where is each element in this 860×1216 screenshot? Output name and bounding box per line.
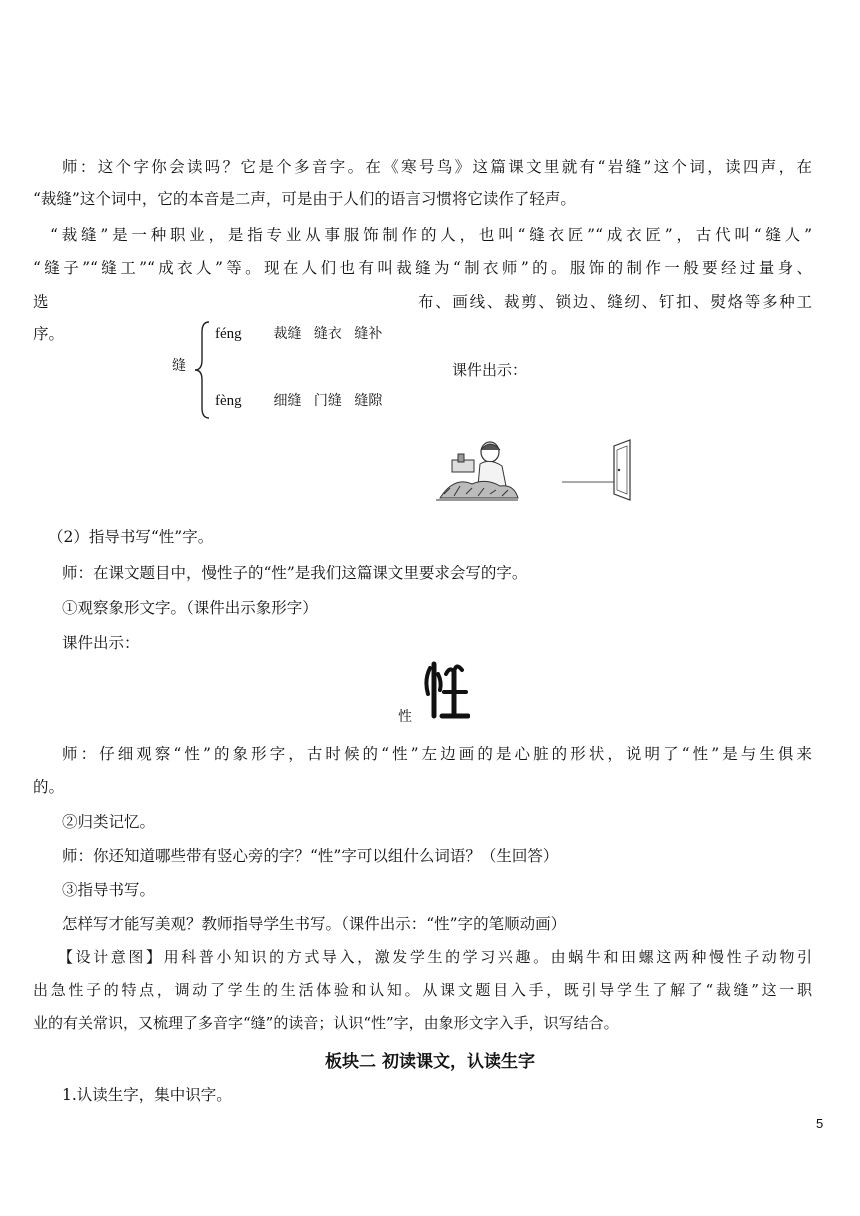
paragraph-line: ②归类记忆。 [62,813,156,831]
courseware-label: 课件出示： [452,361,528,379]
word: 缝隙 [354,393,383,409]
paragraph-line: “裁缝”这个词中，它的本音是二声，可是由于人们的语言习惯将它读作了轻声。 [33,190,576,208]
list-item: 1.认读生字，集中识字。 [62,1086,232,1104]
paragraph-line: 师：在课文题目中，慢性子的“性”是我们这篇课文里要求会写的字。 [62,564,528,582]
paragraph-line: 选 [33,293,49,311]
paragraph-line: 师：仔细观察“性”的象形字，古时候的“性”左边画的是心脏的形状，说明了“性”是与生俱来 [62,745,812,763]
word: 缝衣 [313,326,342,342]
door-illustration [562,438,636,504]
pinyin: fèng [215,393,242,409]
pinyin: féng [215,326,242,342]
polyphone-reading [215,390,390,410]
seal-caption: 性 [398,709,412,725]
word: 裁缝 [273,326,302,342]
word: 门缝 [313,393,342,409]
seal-script-character [422,660,470,720]
section-title: 板块二 初读课文，认读生字 [325,1052,535,1072]
design-intent-line: 业的有关常识，又梳理了多音字“缝”的读音；认识“性”字，由象形文字入手，识写结合。 [33,1014,619,1032]
paragraph-line: “裁缝”是一种职业，是指专业从事服饰制作的人，也叫“缝衣匠”“成衣匠”，古代叫“缝人” [50,226,812,244]
paragraph-line: 怎样写才能写美观？教师指导学生书写。（课件出示：“性”字的笔顺动画） [62,915,567,933]
paragraph-line: 师：这个字你会读吗？它是个多音字。在《寒号鸟》这篇课文里就有“岩缝”这个词，读四声，在 [62,158,812,176]
paragraph-line: ③指导书写。 [62,881,156,899]
page-number: 5 [816,1116,824,1131]
polyphone-reading [215,323,390,343]
section-heading: （2）指导书写“性”字。 [48,528,214,546]
word: 细缝 [273,393,302,409]
polyphone-char: 缝 [172,358,186,374]
tailor-illustration [434,438,520,504]
paragraph-line: 序。 [33,325,65,343]
paragraph-line: 课件出示： [62,634,140,652]
design-intent-line: 出急性子的特点，调动了学生的生活体验和认知。从课文题目入手，既引导学生了解了“裁缝”这一职 [33,981,812,999]
paragraph-line: 的。 [33,778,65,796]
paragraph-line: 布、画线、裁剪、锁边、缝纫、钉扣、熨烙等多种工 [418,293,812,311]
design-intent-line: 【设计意图】用科普小知识的方式导入，激发学生的学习兴趣。由蜗牛和田螺这两种慢性子动物引 [58,948,812,966]
paragraph-line: “缝子”“缝工”“成衣人”等。现在人们也有叫裁缝为“制衣师”的。服饰的制作一般要经过量身、 [33,259,812,277]
brace-icon [192,320,212,420]
word: 缝补 [354,326,383,342]
paragraph-line: 师：你还知道哪些带有竖心旁的字？“性”字可以组什么词语？（生回答） [62,847,559,865]
paragraph-line: ①观察象形文字。（课件出示象形字） [62,599,318,617]
